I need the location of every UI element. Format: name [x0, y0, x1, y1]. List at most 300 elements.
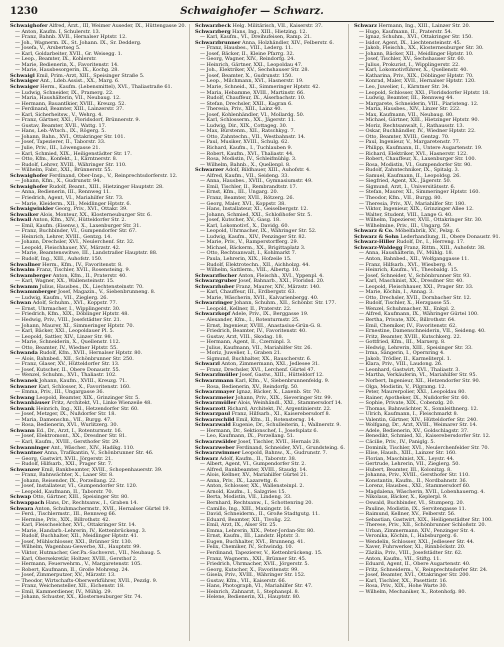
directory-entry: — Rosa, Priv., XIX., Hohe Warte 30. [358, 583, 448, 590]
entry-details: Ludwig, Beamter, III., Rennweg 44. [365, 95, 454, 102]
directory-entry: — Olga, Modistin, V., Pilgramg. 12. [358, 383, 447, 390]
entry-details: Josef, Beamter, XVI., Ottakringer Str. 200. [365, 572, 470, 579]
directory-entry: — Karl, Tischler, XX., Pasettistr. 16. [358, 577, 448, 584]
directory-entry: — Alois, Kellner, XV., Mariahilfer Gürtel 21. [200, 472, 308, 479]
entry-details: Eugenie, Dr., Schulleiterin, I., Wallnerstr. 9. [232, 422, 341, 429]
entry-details: Wendelin, Schlosser, XXI., Jedleseer Str. 44. [365, 538, 475, 545]
entry-details: Hugo, Kaufmann, II., Praterstr. 54. [365, 28, 453, 35]
entry-surname: Schwanhäuser [10, 400, 51, 407]
entry-details: Ignaz, Schuhm., XVI., Ottakringer Str. 150. [365, 34, 473, 41]
entry-details: Therese, Priv., XII., Schönbrunner Schloßstr. 20. [365, 522, 486, 529]
directory-entry: — Pauline, Modistin, IX., Servitengasse 11. [358, 505, 467, 512]
entry-details: Marie, Schneid., XI., Simmeringer Hptstr. 42. [206, 84, 320, 91]
directory-entry: — Lorenz, Hausbes., XXI., Stammersdorf 60. [358, 483, 471, 490]
entry-details: Paula, Lehrerin, XIX., Hofzeile 15. [206, 255, 292, 262]
entry-details: Adele, Priv., IX., Berggasse 19. [231, 311, 309, 318]
entry-details: Georg, Maler, XVI., Koppstr. 38. [206, 200, 286, 207]
directory-entry: — Leonhard, Gastwirt, XVI., Thaliastr. 3. [358, 366, 460, 373]
entry-surname: Schwarz & Sohn [353, 233, 399, 240]
entry-details: Leopold, Kellner, II., Praterstr. 22. [206, 305, 292, 312]
directory-entry: — Karl, Obersekretär, Holtzer, XVIII., Gersthof 2. [15, 555, 138, 562]
directory-entry: — Gustav, Arzt, VIII., Skodag. 18. [200, 333, 284, 340]
directory-entry: — Gertrude, Lehrerin, VII., Zieglerg. 50. [358, 461, 460, 468]
directory-entry: — Eduard, Beamter, XII., Tivolig. 22. [200, 516, 292, 523]
directory-entry: — Richard, Elektriker, XVI., Hasnerstr. 122. [358, 150, 468, 157]
entry-details: Konrad, Maler, XVII., Hernalser Hptstr. 120. [365, 78, 476, 85]
entry-details: Rainer, Apotheker, IX., Nußdorfer Str. 60. [365, 394, 470, 401]
directory-entry: — Ludwig, Beamter, III., Rennweg 44. [358, 95, 454, 102]
directory-entry: — Rudolf, Hilfsarb., XXI., Prager Str. 7. [15, 461, 113, 468]
entry-details: Emil, Bankbeamter, XVIII., Schopenhauerstr. 39. [41, 466, 163, 473]
entry-surname: Schwaighofer [10, 23, 48, 29]
entry-details: Rosa, Bedienerin, XV., Reindorfg. 50. [206, 383, 299, 390]
entry-details: Josef, Kutscher, II., Obere Donaustr. 55. [21, 366, 121, 373]
entry-details: Ferdinand, Schneider, XVI., Grundsteing. 6. [236, 444, 345, 451]
directory-entry: — Franz, Glaser, XV., Hütteldorfer Str. 13. [15, 361, 120, 368]
directory-entry: — Hedwig, Priv., VIII., Josefstädter Str. 21. [15, 316, 122, 323]
directory-entry: — Karl, Bäcker, XXI., Leopoldauer Pl. 5. [15, 328, 115, 335]
directory-entry: — Bertha, Private, XIX., Billrothstr. 64. [358, 316, 456, 323]
entry-details: Lederhandlung, II., Obere Donaustr. 91. [400, 233, 501, 240]
entry-surname: Schwantner [10, 450, 43, 457]
directory-entry: — Ludwig, Dir., XIX., Cottageg. 30. [200, 122, 288, 129]
directory-entry: — Alfred, Kaufmann, IX., Währinger Gürtel 100. [358, 311, 479, 318]
entry-details: Marie, Handarb.-Lehrerin, IV., Kettenbrückeng. 3. [21, 527, 147, 534]
directory-entry: — Sebastian, Gastwirt, XIX., Heiligenstädter Str. 100. [358, 516, 493, 523]
directory-entry: — Johanna, Priv., XVIII., Gersthofer Str. 110. [358, 472, 470, 479]
entry-details: Sigmund, Buchhalter, XX., Rauscherstr. 6. [206, 355, 312, 362]
entry-surname: Schwara [10, 505, 34, 512]
directory-entry: — Robert, Kaufmann, II., Große Mohreng. 24. [15, 566, 130, 573]
directory-entry: — Valentin, Gärtner, XIV., Hütteldorfer Str. 240. [358, 416, 478, 423]
entry-details: Otto, Zahntechn., VII., Westbahnstr. 14. [206, 133, 306, 140]
entry-details: Valentin, Gärtner, XIV., Hütteldorfer Str. 240. [365, 416, 478, 423]
entry-details: Robert, Kaufm., XVI., Thaliastr. 44. [206, 150, 294, 157]
directory-entry: — Moriz, Rechtsanwalt, I., Rathausstr. 13. [358, 122, 465, 129]
entry-details: Emil, Kammerdiener, IV., Mühlg. 29. [21, 588, 112, 595]
directory-entry: — Josef, Zimmerputzer, XV., Märzstr. 13. [15, 572, 116, 579]
entry-details: Karl, Bäcker, XXI., Leopoldauer Pl. 5. [21, 328, 115, 335]
directory-entry: — Ferdinand, Tapezierer, V., Kettenbrückeng. 15. [200, 549, 323, 556]
directory-entry: — Fritz, Schneiderm., V., Reinprechtsdorfer Str. 24. [358, 566, 488, 573]
directory-entry: — Wendelin, Schlosser, XXI., Jedleseer Str. 44. [358, 538, 475, 545]
entry-details: Leo, Kaufmann, IX., Porzellang. 51. [206, 433, 295, 440]
entry-details: Alfred, Bankbeamter, XVIII., Staudg. 14. [206, 466, 308, 473]
entry-surname: Schwamberger [10, 272, 52, 279]
directory-entry: — Viktor, Hutmacher, Ger.Pa.-Sachverst., VII., Neubaug. 5. [15, 549, 162, 556]
directory-entry: — Anna, Hausbes., XVIII., Gymnasiumstr. 49. [200, 178, 313, 185]
directory-entry: — Emil, Kaufm. (Eisenw.), X., Laxenburger Str. 31. [15, 222, 141, 229]
directory-entry: — Eduard, Agent, II., Obere Augartenstr. 40. [358, 561, 471, 568]
entry-details: Michael, Gärtner, XIII., Hietzinger Hptstr. 90. [365, 117, 480, 124]
entry-details: Adolf, Schuhm., XVI., Koppstr. 77. [32, 300, 118, 307]
directory-entry: — Heinrich, Zahnarzt, I., Stephanspl. 8. [200, 588, 300, 595]
entry-details: Hans, Installateur, XI., Geiselbergstr. 12. [206, 206, 309, 213]
entry-surname: Schwarzgruber [195, 278, 237, 285]
directory-entry: — Hans, Photograph, VI., Mariahilfer Str. 47. [200, 583, 313, 590]
entry-details: Karl, Schmied, XIX., Heiligenstädter Str. 17. [21, 150, 132, 157]
entry-surname: Schwarzl [195, 361, 220, 368]
entry-details: Isidor, Agent, IX., Liechtensteinstr. 45. [365, 39, 462, 46]
directory-entry: — Leopold, Kellner, II., Praterstr. 22. [200, 305, 292, 312]
entry-details: Heinrich, Lehrer, XVIII., Gentzg. 14. [21, 233, 112, 240]
directory-entry: — Katharina, Priv., XIX., Döblinger Hptstr. 70. [358, 72, 474, 79]
directory-entry: — Julius, Kaufmann, VII., Mariahilfer Str. 26. [200, 344, 312, 351]
entry-details: Anton, Kfm., XIV., Hütteldorfer Str. 2. [32, 217, 127, 224]
entry-details: Walter, Student, VIII., Lange G. 40. [365, 211, 453, 218]
entry-details: Marie, Priv., V., Ramperstorfferg. 29. [206, 239, 299, 246]
directory-entry: — Martha, Verkäuferin, VI., Mariahilfer Str. 95. [358, 372, 477, 379]
entry-details: Josef, Zimmerputzer, XV., Märzstr. 13. [21, 572, 116, 579]
entry-details: Josef, Magazin., V., Siebenbrunneng. 8. [57, 289, 156, 296]
directory-entry: — Wilhelmine, Priv., III., Ungarg. 59. [358, 222, 451, 229]
directory-entry: — Alfred, Bankbeamter, XVIII., Staudg. 14. [200, 466, 308, 473]
directory-entry: — Heinrich, Kaufm., VI., Theobaldg. 15. [358, 267, 459, 274]
entry-details: Peter, Maurerpolier, XXI., Leopoldau 80. [365, 389, 466, 396]
directory-entry: — Rudolf, Zahntechniker, IX., Spitalg. 3. [358, 167, 460, 174]
directory-entry: — Oswald, Buchbinder, VI., Stumperg. 20. [358, 500, 465, 507]
entry-details: Josef, Beamter, X., Gudrunstr. 150. [206, 72, 293, 79]
directory-entry: — Alexander, Kfm., I., Rotenturmstr. 25. [200, 316, 300, 323]
directory-entry: — Camillo, Ing., XIII., Maxingstr. 16. [200, 505, 292, 512]
entry-details: Elise, Haush., XIII., Lainzer Str. 160. [365, 450, 457, 457]
entry-details: Richard, Architekt, IV., Argentinierstr. 22. [227, 405, 332, 412]
directory-entry: — Georg, Wagner, XIV., Reindorfg. 24. [200, 56, 295, 63]
entry-details: Max, Kaufmann, VII., Neubaug. 80. [365, 111, 454, 118]
directory-entry: — Florian, Maschinist, XX., Leystr. 44. [358, 455, 455, 462]
entry-details: Johann, Reisender, IX., Porzellang. 22. [21, 477, 117, 484]
entry-details: Franz, Tischler, XVII., Rosensteing. 9. [36, 267, 131, 274]
entry-details: Julius, Hausbes., IX., Liechtensteinstr. 70. [39, 283, 144, 290]
directory-entry: — Rudolf, Buchhalter, XII., Meidlinger Hptstr. 41. [15, 533, 139, 540]
directory-entry: — Max, Bürstenm., XII., Ratschkyg. 7. [200, 128, 296, 135]
directory-entry: — Franz, Hausbes., VIII., Lederg. 11. [200, 45, 293, 52]
directory-entry: — Karl, Kaufm., XVIII., Gersthofer Str. 29. [15, 439, 120, 446]
entry-details: Friedrich, Uhrmacher, XVII., Jörgerstr. 5. [206, 561, 309, 568]
directory-entry: — Rosa, Bedienerin, XV., Reindorfg. 50. [200, 383, 299, 390]
directory-entry: — Wilhelm, Tapezierer, XVII., Ottakringer Str. 30. [358, 217, 483, 224]
entry-details: Anton, Schuhmachermstr., XVII., Hernalser Gürtel 19. [34, 505, 171, 512]
entry-details: Ferd., Tischlermstr., III., Rennweg 66. [21, 511, 117, 518]
entry-details: Richard, Kaufm., I., Tuchlauben 9. [206, 145, 293, 152]
entry-details: Johanna, Priv., XVIII., Gersthofer Str. 110. [365, 472, 470, 479]
entry-details: Wenzel, Schuhmacher, XI., Enkpl. 2. [365, 305, 456, 312]
entry-details: Wolfgang, Dr., Arzt, XVIII., Weimarer Str. 14. [365, 422, 478, 429]
directory-entry: — Anton, Schlosser, XX., Wallensteinpl. 2. [200, 483, 304, 490]
directory-entry: — Samuel, Kaufmann, II., Leopoldsg. 26. [358, 172, 461, 179]
entry-details: Rudolf, Chauffeur, IX., Alserbachstr. 10. [206, 95, 306, 102]
directory-entry: — Konstantin, Kaufm., II., Nordbahnstr. 36. [358, 477, 468, 484]
directory-entry: — Ernst, Uhrmacher, I., Wipplingerstr. 30. [15, 305, 121, 312]
directory-entry: — Johann, Schuster, XX., Klosterneuburger Str. 74. [15, 594, 143, 601]
entry-details: Josefa, V., Arsbertseg 5. [21, 45, 81, 52]
directory-entry: — Ferd., Tischlermstr., III., Rennweg 66. [15, 511, 117, 518]
directory-entry: — Georg, Maler, XVI., Koppstr. 38. [200, 200, 286, 207]
directory-entry: — Walter, Student, VIII., Lange G. 40. [358, 211, 453, 218]
directory-entry: — Hugo, Kaufmann, II., Praterstr. 54. [358, 28, 453, 35]
entry-details: Robert, Chauffeur, X., Laxenburger Str. 100. [365, 156, 477, 163]
entry-details: Anna, Trafikantin, V., Schönbrunner Str. 46. [44, 450, 154, 457]
entry-details: Johann, Bahn., XVI., Ottakringer Str. 101. [21, 133, 126, 140]
page-header [10, 6, 494, 22]
directory-entry: — Maria, Damenschn., VII., Burgg. 47. [15, 416, 112, 423]
entry-surname: Schwaigl [10, 72, 35, 79]
entry-details: Leopold, Sattler, XIV., Linzer Str. 98. [21, 333, 113, 340]
entry-details: Irma, Sängerin, I., Opernring 4. [365, 350, 445, 357]
entry-details: Johann, Schuhm., XII., Schönbr. Str. 177. [234, 300, 337, 307]
entry-details: Josef, Gastw., XIII., Hütteldorf 12. [239, 372, 324, 379]
entry-details: Heinrich, Gärtner, XXI., Leopoldau 47. [206, 61, 303, 68]
directory-entry: — Ernst, Kfm., III., Ungarg. 20. [200, 189, 279, 196]
directory-entry: — Hermine, Priv., XIX., Billrothstr. 42. [15, 516, 110, 523]
directory-entry: — Johann, Maurer, XI., Simmeringer Hptstr. 70. [15, 322, 135, 329]
directory-entry: — Margarete, Schneiderin, VIII., Piaristeng. 12. [358, 100, 479, 107]
directory-entry: — Alfred, Kaufm., VII., Seideng. 33. [200, 172, 289, 179]
directory-entry: — Robert, Chauffeur, X., Laxenburger Str. 100. [358, 156, 477, 163]
entry-details: Leopold, Fleischhauer, XXI., Prager Str. 33. [365, 283, 474, 290]
entry-details: Anton, Bahnbed., XII., Wolfganggasse 11. [365, 255, 469, 262]
entry-details: Marie, Bedienerin, X., Favoritenstr. 14. [21, 61, 119, 68]
directory-entry: — Paul, Musiker, XVIII., Schulg. 62. [200, 139, 289, 146]
entry-details: Rudolf, Hilfsarb., XXI., Prager Str. 7. [21, 461, 113, 468]
entry-surname: Schwanninger [10, 444, 50, 451]
entry-details: Rudolf, Lehrer, XVIII., Währinger Str. 110. [21, 161, 127, 168]
entry-details: Hans, Leb.-Wtsch., IX., Rögerg. 5. [21, 128, 106, 135]
directory-entry: — Michael, Gärtner, XIII., Hietzinger Hptstr. 90. [358, 117, 480, 124]
directory-entry: — Josef, Schneider, V., Schönbrunner Str. 93. [358, 272, 471, 279]
directory-entry: — Anna, Bedienerin, III., Rennweg 11. [15, 189, 111, 196]
entry-surname: Schwarzweber [195, 444, 235, 451]
column-2 [195, 24, 349, 641]
entry-details: Ernst, Uhrmacher, I., Wipplingerstr. 30. [21, 305, 121, 312]
directory-entry: — Ludwig, Schneider, IX., Pramerg. 22. [15, 89, 114, 96]
entry-details: Fritz, Beamter, XVIII., Kutschkerg. 22. [365, 333, 462, 340]
directory-entry: — Ferdinand, Beamter, XIII., Lainzerstr. 37. [15, 106, 124, 113]
entry-details: Fritz, Architekt, VI., Linke Wienzeile 48. [51, 400, 152, 407]
directory-entry: — Rudolf, Ing., XIII., Auhofstr. 150. [15, 255, 103, 262]
entry-details: Franz, Gärtner, XXI., Floridsdorf, Brünnerstr. 9. [21, 117, 141, 124]
entry-details: Oswald, Buchbinder, VI., Stumperg. 20. [365, 500, 465, 507]
entry-details: Sophie, Private, XIX., Cobenzlg. 20. [365, 400, 455, 407]
entry-details: Joh., Elektriker, XV., Sechshauser Str. 28. [206, 67, 309, 74]
entry-details: Karl, Kfm., V., Siebenbrunnenfeldg. 9. [235, 378, 330, 384]
directory-entry: — Karl, Chauffeur, III., Erdbergstr. 63. [200, 289, 296, 296]
entry-details: Rosa, Bedienerin, XVI., Wurlitzerg. 30. [21, 422, 118, 429]
entry-surname: Schwarzbrunner [195, 39, 241, 46]
entry-details: Anna, Priv., IX., Lazarettg. 6. [206, 477, 279, 484]
directory-entry: — Josef, Elektromont., XX., Dresdner Str. 81. [15, 433, 127, 440]
entry-details: Hans, Ing., XIII., Hietzing. 12. [232, 28, 307, 35]
directory-entry: — Marie, Wäscherin, XVII., Kalvarienbergg. 40. [200, 294, 319, 301]
directory-entry: — Marie, Kleiderm., XII., Meidlinger Hptstr. 6. [15, 200, 132, 207]
entry-surname: Schwap [10, 494, 32, 501]
entry-details: Sigmund, Arzt, I., Universitätsstr. 6. [365, 183, 456, 190]
entry-details: Karl, Maschinist, XX., Dresdner Str. 40. [365, 278, 464, 285]
entry-details: Hans, Photograph, VI., Mariahilfer Str. 47. [206, 583, 313, 590]
directory-entry: — Joh., Elektriker, XV., Sechshauser Str. 28. [200, 67, 309, 74]
directory-entry: — Adele, Bedienerin, XV., Goldschlagstr. 37. [358, 427, 469, 434]
directory-entry: — Jakob, Trödler, II., Karmeliterpl. 1. [358, 355, 452, 362]
directory-entry: — Wilhelm, Mechaniker, X., Rotenhofg. 80. [358, 588, 467, 595]
directory-entry: — Sophie, Private, XIX., Cobenzlg. 20. [358, 400, 455, 407]
entry-details: Franz, Hilfsarb., XI., Kaiserebersdorf 8. [231, 411, 331, 418]
entry-surname: Schwarzwimmer [195, 450, 241, 457]
directory-entry: — Karl, Schlosserm., XX., Jägerstr. 11. [200, 117, 296, 124]
entry-details: Franz, Bahnwächter, X., Laaer Str. 8. [21, 472, 114, 479]
entry-surname: Schwanzer [10, 466, 40, 473]
entry-details: Xaver, Fuhrwerker, XI., Rinnböckstr. 20. [365, 544, 466, 551]
entry-details: Karl, Goldarbeiter, XVII., Gr. Weisegg. 1. [21, 50, 123, 57]
entry-details: Rudolf, Ing., XIII., Auhofstr. 150. [21, 255, 103, 262]
entry-surname: Schwarzmayer [195, 389, 235, 396]
directory-entry: — Marie, Beamtenswitwe, III., Landstraßer Hauptstr. 88. [15, 250, 158, 257]
entry-details: Leopold, Beamter, XIX., Grinzinger Str. 5. [36, 394, 140, 401]
directory-entry: — Leopold, Fleischhauer, XV., Märzstr. 42. [15, 244, 121, 251]
directory-entry: — Max, Kaufmann, VII., Neubaug. 80. [358, 111, 454, 118]
entry-details: Rudolf, Tischler, X., Herzgasse 55. [365, 300, 451, 307]
entry-details: Franz, Bahnb. XVII., Hernalser Hptstr. 12. [21, 34, 127, 41]
entry-details: Alfred, Kaufmann, IX., Währinger Gürtel 100. [365, 311, 479, 318]
entry-surname: Schwank [10, 405, 35, 412]
entry-details: Alois, Monteur, XX., Klosterneuburger Str. 6. [40, 211, 152, 218]
entry-details: Hedwig, Lehrerin, XIII., Speisinger Str. 33. [365, 344, 473, 351]
entry-details: Viktor, Hutmacher, Ger.Pa.-Sachverst., VII., Neubaug. 5. [21, 549, 162, 556]
entry-surname: Schwammberger [10, 289, 57, 296]
directory-entry: — Emma, Priv., III., Ungargasse 36. [15, 389, 105, 396]
directory-entry: — David, Schneiderm., II., Große Stadtgutg. 11. [200, 511, 320, 518]
directory-entry: — Franz, Drechsler, XVI., Lerchenf. Gürtel 47. [200, 366, 316, 373]
entry-details: Michael, Bäckerm., XX., Brigittaplatz 3. [206, 244, 306, 251]
directory-entry: — Wenzel, Schuhm., XVI., Thaliastr. 102. [15, 372, 117, 379]
entry-details: Ernst, Kaufm., III., Landstr. Hptstr. 3. [206, 533, 300, 540]
entry-details: David, Schneiderm., II., Große Stadtgutg. 11. [206, 511, 320, 518]
entry-details: Berta, Modistin, VII., Lindeng. 33. [206, 494, 292, 501]
directory-entry: — Leop., Milchmann, XVI., Hasnerstr. 19. [200, 78, 304, 85]
entry-details: Josef, Bahnarb., XXI., Floridsd. 20. [238, 278, 325, 285]
entry-details: Bernhard, Rechtsanw., I., Schottenring 20. [206, 500, 313, 507]
entry-details: Karl, Kaufm., VI., Dreihufeisen, Ramp. 21. [206, 34, 312, 41]
directory-entry: — Julie, Priv., III., Löwengasse 21. [15, 145, 101, 152]
entry-details: Johann, Bäcker, XII., Meidlinger Hptstr. 10. [365, 50, 474, 57]
entry-surname: Schwaner [10, 383, 37, 390]
directory-entry: — Berta, Modistin, VII., Lindeng. 33. [200, 494, 292, 501]
entry-details: Maria, Haushälterin, VII., Neubaug. 12. [21, 95, 121, 102]
entry-details: Eduard, Beamter, XII., Tivolig. 22. [206, 516, 292, 523]
directory-entry: — Hans, Leb.-Wtsch., IX., Rögerg. 5. [15, 128, 106, 135]
entry-details: Möbelfabrik, XV., Pelzg. 6. [395, 228, 461, 235]
directory-entry: — Karl, Goldarbeiter, XVII., Gr. Weisegg. 1. [15, 50, 123, 57]
directory-entry: — Karl, Fleischselcher, XVI., Ottakringer Str. 14. [15, 522, 137, 529]
entry-surname: Schwarzwald [195, 422, 231, 429]
directory-entry: — Gottfried, Kfm., III., Marxerg. 8. [358, 339, 446, 346]
entry-details: Anna, Hausbes., XVIII., Gymnasiumstr. 49. [206, 178, 313, 185]
entry-surname: Schwanek [10, 378, 38, 384]
entry-details: Josef, Bäcker, II., Kleine Pfarrg. 32. [206, 50, 295, 57]
directory-entry: — Johann, Bäcker, XII., Meidlinger Hptstr. 10. [358, 50, 474, 57]
directory-entry: — Gustav, Kfm., VII., Kaiserstr. 66. [200, 577, 287, 584]
entry-details: Wilhelm, Bahnb., X., Quellenpl. 8. [206, 161, 291, 168]
directory-entry: — Anton, Kaufm., VII., Stiftg. 11. [358, 555, 441, 562]
entry-surname: Schwarzinger [195, 300, 233, 307]
entry-details: Stefan, Maurer, XI., Simmeringer Hptstr. 160. [365, 189, 480, 196]
entry-details: Norbert, Ingenieur, XII., Hetzendorfer Str. 90. [365, 378, 481, 384]
directory-entry: — Jakob, Fleischh., XX., Klosterneuburger Str. 30. [358, 45, 484, 52]
directory-entry: — Eugen, Buchhalter, XVI., Brunneng. 41. [200, 538, 305, 545]
directory-entry: — Magdalena, Wäscherin, XVII., Lobenhauerng. 4. [358, 488, 485, 495]
entry-details: Marie, Kleiderm., XII., Meidlinger Hptstr. 6. [21, 200, 132, 207]
entry-details: Karl, Schlosser, X., Favoritenstr. 160. [38, 383, 131, 390]
directory-entry: — Karl, Lokomotivf., X., Davidg. 60. [200, 222, 289, 229]
directory-entry: — Theodor, Wirtschafts-Oberwerkführer, XVII., Pezzlg. 9. [15, 577, 158, 584]
directory-entry: — Wilhelm, Bahnb., X., Quellenpl. 8. [200, 161, 291, 168]
entry-details: Hedwig, Priv., VIII., Josefstädter Str. 21. [21, 316, 122, 323]
entry-surname: Schwarzmüller [195, 400, 237, 407]
directory-entry: — Stefan, Drechsler, XXII., Kagran 6. [200, 100, 293, 107]
entry-details: Moriz, Rechtsanwalt, I., Rathausstr. 13. [365, 122, 465, 129]
directory-entry: — Johann, Bahn., XVI., Ottakringer Str. 101. [15, 133, 126, 140]
entry-details: Johann, Kaufm., XVIII., Kreuzg. 71. [39, 378, 127, 384]
entry-details: Josef, Metzger, IX., Nußdorfer Str. 18. [21, 411, 116, 418]
entry-details: Rudolf, Buchhalter, XII., Meidlinger Hptstr. 41. [21, 533, 139, 540]
directory-entry: — Klara, Priv., VIII., Laudong. 26. [358, 361, 443, 368]
entry-details: Hermann, Agent, II., Czerninpl. 3. [206, 339, 292, 346]
entry-details: Josef, Schneider, V., Schönbrunner Str. 93. [365, 272, 471, 279]
entry-details: Konstantin, Kaufm., II., Nordbahnstr. 36. [365, 477, 468, 484]
directory-entry: — Hubert, Beamter, III., Kolonitzg. 8. [358, 466, 452, 473]
entry-details: Leopold, Fleischhauer, XV., Märzstr. 42. [21, 244, 121, 251]
entry-details: Paul, Ingenieur, V., Margaretenstr. 77. [365, 139, 461, 146]
directory-entry: — Josef, Kutscher, II., Obere Donaustr. 55. [15, 366, 121, 373]
entry-details: Franz, Glaser, XV., Hütteldorfer Str. 13. [21, 361, 120, 368]
directory-entry: — Moriz, Juwelier, I., Graben 21. [200, 350, 282, 357]
entry-details: Leopold, Schlosser, XXI., Floridsdorfer Hptstr. 18. [365, 89, 490, 96]
entry-surname: Schwarzpaul [195, 411, 231, 418]
entry-details: Johann, Priv., XIX., Sieveringer Str. 99. [235, 394, 333, 401]
entry-details: Sebastian, Gastwirt, XIX., Heiligenstädter Str. 100. [365, 516, 493, 523]
directory-entry: — Bernhard, Rechtsanw., I., Schottenring 20. [200, 500, 313, 507]
entry-details: Georg, Kutscher, X., Favoritenstr. 99. [206, 566, 299, 573]
directory-entry: — Georg, Gastwirt, XVII., Jörgerstr. 21. [15, 455, 113, 462]
directory-entry: — Isidor, Agent, IX., Liechtensteinstr. 45. [358, 39, 462, 46]
entry-details: Veronika, Köchin, I., Habsburgerg. 6. [365, 533, 459, 540]
directory-entry: — Konrad, Maler, XVII., Hernalser Hptstr. 120. [358, 78, 476, 85]
directory-entry: — Josef, Beamter, XVI., Ottakringer Str. 200. [358, 572, 470, 579]
directory-entry: — Franz, Gärtner, XXI., Floridsdorf, Brünnerstr. 9. [15, 117, 141, 124]
entry-details: Felix, Chemiker, IV., Schwindg. 10. [206, 544, 294, 551]
directory-entry: — Philipp, Kaufmann, II., Untere Augartenstr. 19. [358, 145, 483, 152]
entry-details: Ludwig, Dir., XIX., Cottageg. 30. [206, 122, 288, 129]
entry-details: Wilhelm, Mechaniker, X., Rotenhofg. 80. [365, 588, 467, 595]
directory-entry: — Ernestine, Damenschneiderin, VII., Seideng. 40. [358, 328, 486, 335]
entry-details: Josef, Installateur, VI., Gumpendorfer Str. 120. [21, 483, 138, 490]
entry-details: Hermann, Dr., Sektionschef, I., Josefsplatz 6. [206, 427, 319, 434]
entry-details: Friedrich, Beamter, IV., Favoritenstr. 40. [206, 328, 307, 335]
directory-entry: — Fritz, Beamter, XVIII., Kutschkerg. 22. [358, 333, 462, 340]
directory-entry: — Maria, Haushälterin, VII., Neubaug. 12. [15, 95, 121, 102]
entry-details: Herm., Kfm., IV., Favoritenstr. 8. [42, 261, 123, 268]
directory-entry: — Karl, Maschinist, XX., Dresdner Str. 40. [358, 278, 464, 285]
directory-entry: — Heinrich, Gärtner, XXI., Leopoldau 47. [200, 61, 303, 68]
entry-details: Karl, Obersekretär, Holtzer, XVIII., Gersthof 2. [21, 555, 138, 562]
entry-details: Herm., Kaufm. (Lebensmittel), XVI., Thaliastraße 61. [40, 84, 173, 91]
running-title: Schwaighofer — Schwarz. [180, 6, 324, 17]
entry-details: Emil, Arzt, IX., Alser Str. 25. [206, 522, 277, 529]
directory-entry: — Emil, Kammerdiener, IV., Mühlg. 29. [15, 588, 112, 595]
directory-entry: — Xaver, Fuhrwerker, XI., Rinnböckstr. 20. [358, 544, 466, 551]
entry-details: Josef, Kutscher, XV., Gasg. 18. [206, 217, 281, 224]
entry-details: Johann, Kfm., X., Gudrunstr. 94. [21, 178, 101, 185]
entry-details: Karl, Chauffeur, III., Erdbergstr. 63. [206, 289, 296, 296]
